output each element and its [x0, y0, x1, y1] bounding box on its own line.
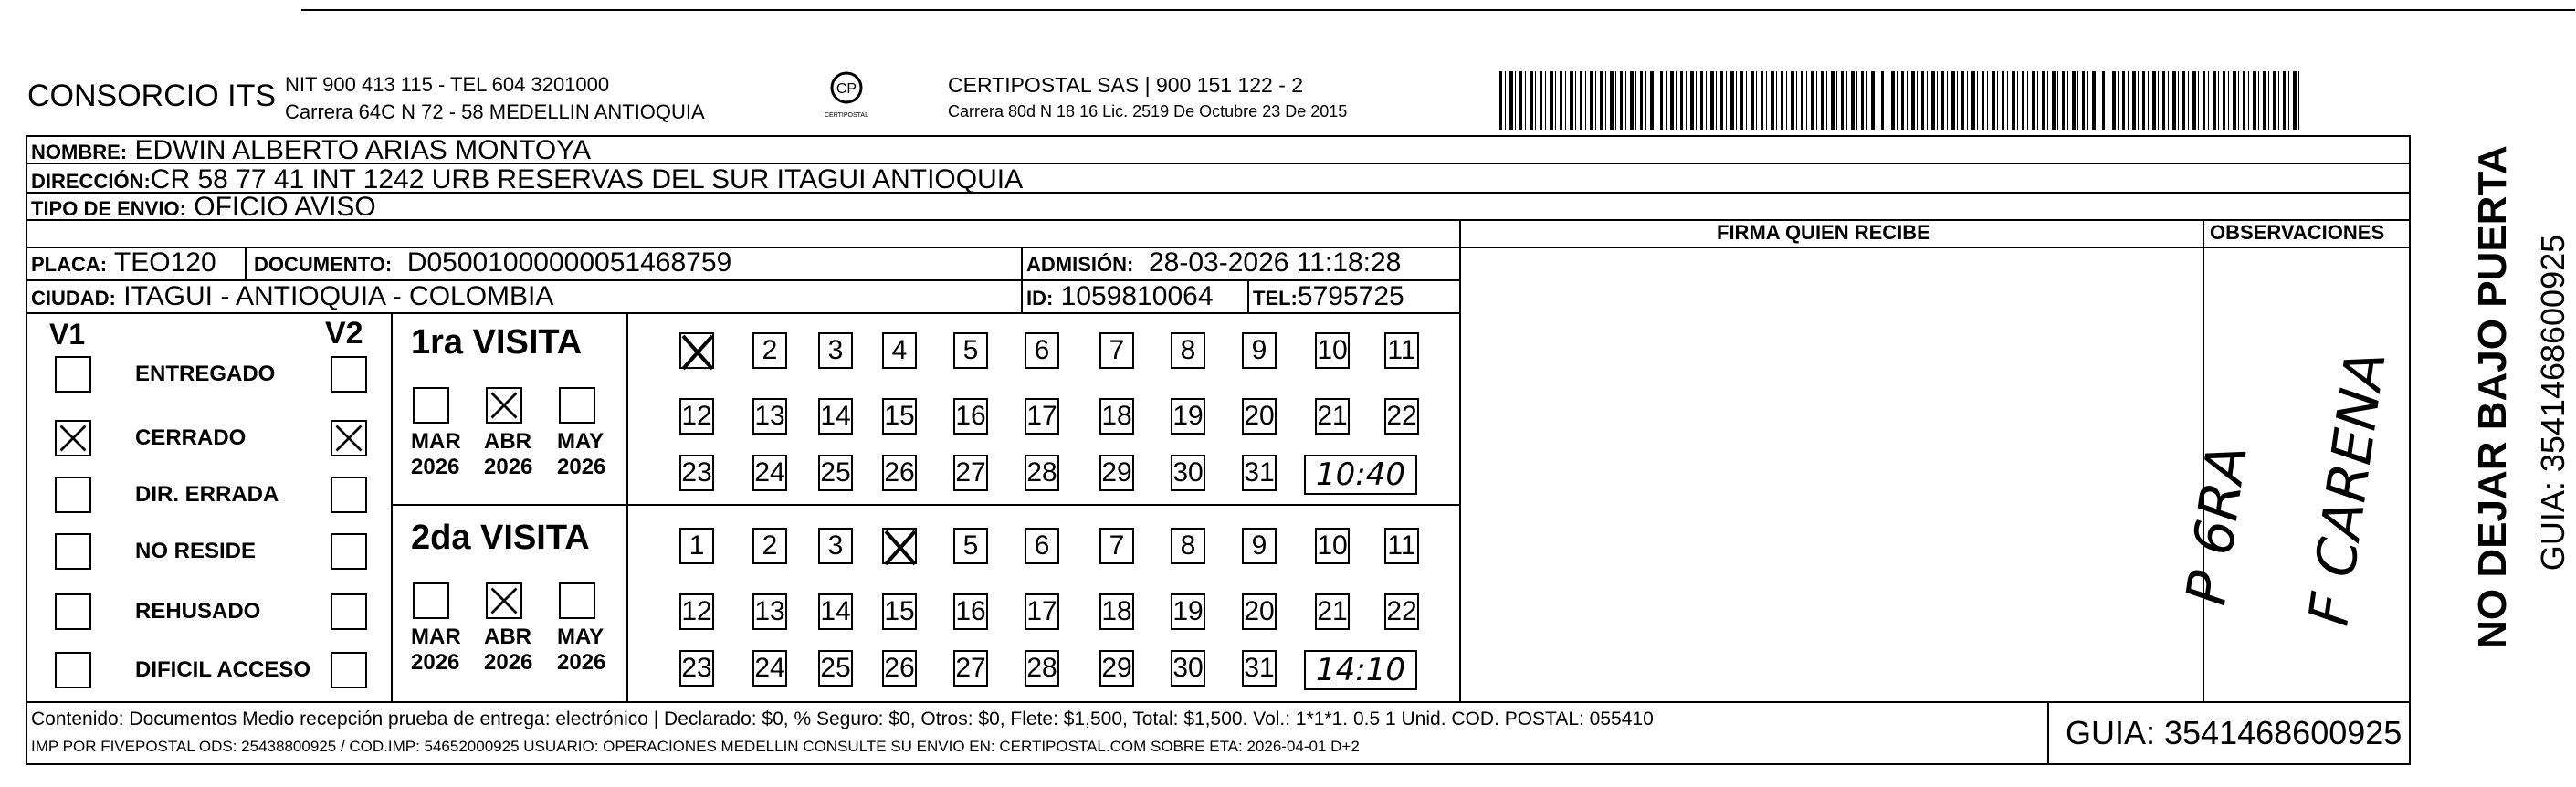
- carrier-line2: Carrera 80d N 18 16 Lic. 2519 De Octubre 23 De 2015: [948, 102, 1348, 121]
- day-cell[interactable]: 16: [953, 593, 988, 630]
- day-cell[interactable]: 30: [1171, 455, 1205, 491]
- day-cell[interactable]: 24: [752, 650, 787, 687]
- company-name: CONSORCIO ITS: [27, 79, 277, 113]
- v1-checkbox[interactable]: [55, 356, 91, 393]
- table-bottom: [26, 763, 2411, 765]
- v2-checkbox[interactable]: [331, 420, 367, 456]
- day-cell[interactable]: 17: [1025, 398, 1059, 435]
- month-label: MAR: [411, 429, 461, 454]
- visit-title: 2da VISITA: [411, 519, 590, 557]
- v2-checkbox[interactable]: [331, 652, 367, 688]
- year-label: 2026: [411, 455, 460, 479]
- top-edge: [301, 9, 2575, 11]
- placa-divider: [245, 247, 247, 279]
- day-cell[interactable]: 20: [1242, 593, 1277, 630]
- day-cell[interactable]: 31: [1242, 650, 1277, 687]
- footer-guia: GUIA: 3541468600925: [2066, 714, 2403, 751]
- table-right: [2409, 135, 2411, 765]
- month-checkbox[interactable]: [486, 387, 522, 424]
- footer-contenido: Contenido: Documentos Medio recepción prueba de entrega: electrónico | Declarado: $0, % Seguro: $0, Otros: $0, Flete: $1,500, Total: $1,500. Vol.: 1*1*1. 0.5 1 Unid. COD. POSTAL: 055410: [31, 708, 1654, 729]
- day-cell[interactable]: 2: [752, 528, 787, 564]
- visit-time: 10:40: [1304, 455, 1417, 495]
- day-cell[interactable]: 14: [818, 593, 853, 630]
- day-cell[interactable]: 20: [1242, 398, 1277, 435]
- ciudad-field: CIUDAD: ITAGUI - ANTIOQUIA - COLOMBIA: [31, 281, 554, 311]
- year-label: 2026: [484, 455, 533, 479]
- day-cell[interactable]: 18: [1099, 593, 1134, 630]
- day-cell[interactable]: 12: [679, 398, 714, 435]
- day-cell[interactable]: 23: [679, 455, 714, 491]
- month-checkbox[interactable]: [559, 387, 595, 424]
- carrier-logo: [820, 68, 873, 122]
- carrier-name: CERTIPOSTAL SAS | 900 151 122 - 2: [948, 73, 1304, 97]
- day-cell[interactable]: 14: [818, 398, 853, 435]
- day-cell[interactable]: 23: [679, 650, 714, 687]
- direccion-field: DIRECCIÓN:CR 58 77 41 INT 1242 URB RESERVAS DEL SUR ITAGUI ANTIOQUIA: [31, 164, 1024, 194]
- tel-divider: [1247, 279, 1249, 312]
- day-cell[interactable]: 29: [1099, 455, 1134, 491]
- status-option-label: DIR. ERRADA: [135, 482, 279, 507]
- tipo-field: TIPO DE ENVIO: OFICIO AVISO: [31, 192, 376, 222]
- day-cell[interactable]: 10: [1315, 528, 1350, 564]
- day-cell[interactable]: 25: [818, 455, 853, 491]
- documento-field: DOCUMENTO: D05001000000051468759: [254, 247, 732, 278]
- status-divider: [391, 312, 393, 701]
- day-cell[interactable]: 18: [1099, 398, 1134, 435]
- day-cell[interactable]: 2: [752, 332, 787, 369]
- day-cell[interactable]: 28: [1025, 455, 1059, 491]
- day-cell[interactable]: 13: [752, 398, 787, 435]
- barcode: [1499, 71, 2303, 130]
- day-cell[interactable]: 7: [1099, 528, 1134, 564]
- month-label: ABR: [484, 624, 531, 649]
- month-checkbox[interactable]: [486, 582, 522, 619]
- day-cell[interactable]: 31: [1242, 455, 1277, 491]
- day-cell[interactable]: 21: [1315, 593, 1350, 630]
- day-cell[interactable]: 3: [818, 332, 853, 369]
- v2-label: V2: [325, 316, 363, 351]
- month-label: MAY: [557, 429, 605, 454]
- month-checkbox[interactable]: [559, 582, 595, 619]
- visit-split: [391, 504, 1459, 506]
- day-cell[interactable]: 1: [679, 528, 714, 564]
- admision-field: ADMISIÓN: 28-03-2026 11:18:28: [1026, 247, 1402, 278]
- day-cell[interactable]: 4: [882, 332, 917, 369]
- day-cell[interactable]: 10: [1315, 332, 1350, 369]
- status-option-label: CERRADO: [135, 425, 247, 450]
- v1-checkbox[interactable]: [55, 533, 91, 570]
- day-cell[interactable]: 22: [1384, 398, 1419, 435]
- day-cell[interactable]: 27: [953, 650, 988, 687]
- day-cell[interactable]: 29: [1099, 650, 1134, 687]
- logo-text: CERTIPOSTAL: [825, 112, 868, 119]
- day-cell[interactable]: 24: [752, 455, 787, 491]
- v2-checkbox[interactable]: [331, 477, 367, 513]
- day-cell[interactable]: 6: [1025, 332, 1059, 369]
- day-cell[interactable]: 21: [1315, 398, 1350, 435]
- company-line1: NIT 900 413 115 - TEL 604 3201000: [285, 73, 610, 96]
- day-cell[interactable]: 9: [1242, 332, 1277, 369]
- v2-checkbox[interactable]: [331, 593, 367, 630]
- status-option-label: REHUSADO: [135, 599, 261, 624]
- footer-guia-divider: [2047, 701, 2049, 763]
- day-cell[interactable]: 16: [953, 398, 988, 435]
- day-cell[interactable]: 26: [882, 650, 917, 687]
- v1-checkbox[interactable]: [55, 593, 91, 630]
- line-grid-top: [26, 312, 1459, 314]
- status-option-label: DIFICIL ACCESO: [135, 657, 311, 682]
- day-cell[interactable]: 5: [953, 528, 988, 564]
- month-label: MAY: [557, 624, 605, 649]
- day-cell[interactable]: 27: [953, 455, 988, 491]
- v1-checkbox[interactable]: [55, 420, 91, 456]
- visit-time: 14:10: [1304, 650, 1417, 690]
- observation-note-2: F CARENA: [2297, 347, 2399, 630]
- day-cell[interactable]: 15: [882, 593, 917, 630]
- day-cell[interactable]: 7: [1099, 332, 1134, 369]
- year-label: 2026: [557, 455, 606, 479]
- admision-divider: [1021, 247, 1023, 312]
- v1-label: V1: [49, 318, 86, 351]
- footer-imp: IMP POR FIVEPOSTAL ODS: 25438800925 / COD.IMP: 54652000925 USUARIO: OPERACIONES MEDELLIN CONSULTE SU ENVIO EN: CERTIPOSTAL.COM SOBRE ETA: 2026-04-01 D+2: [31, 738, 1360, 755]
- day-cell[interactable]: 5: [953, 332, 988, 369]
- month-checkbox[interactable]: [413, 582, 449, 619]
- line-tipo: [26, 219, 2411, 221]
- day-cell[interactable]: 11: [1384, 528, 1419, 564]
- observaciones-header: OBSERVACIONES: [2210, 221, 2385, 244]
- side-guia: GUIA: 3541468600925: [2534, 234, 2571, 572]
- status-option-label: ENTREGADO: [135, 362, 276, 386]
- day-cell[interactable]: 12: [679, 593, 714, 630]
- day-cell[interactable]: 15: [882, 398, 917, 435]
- company-line2: Carrera 64C N 72 - 58 MEDELLIN ANTIOQUIA: [285, 100, 705, 123]
- day-cell[interactable]: 8: [1171, 528, 1205, 564]
- status-option-label: NO RESIDE: [135, 539, 257, 563]
- day-cell[interactable]: 9: [1242, 528, 1277, 564]
- day-cell[interactable]: 22: [1384, 593, 1419, 630]
- day-cell[interactable]: 13: [752, 593, 787, 630]
- year-label: 2026: [411, 650, 460, 675]
- day-cell[interactable]: 6: [1025, 528, 1059, 564]
- firma-divider: [1459, 219, 1461, 701]
- v1-checkbox[interactable]: [55, 652, 91, 688]
- placa-field: PLACA: TEO120: [31, 247, 216, 278]
- table-left: [26, 135, 27, 765]
- day-cell[interactable]: 19: [1171, 398, 1205, 435]
- no-dejar-warning: NO DEJAR BAJO PUERTA: [2470, 145, 2515, 649]
- v2-checkbox[interactable]: [331, 356, 367, 393]
- tel-field: TEL:5795725: [1253, 281, 1404, 311]
- visit-title: 1ra VISITA: [411, 323, 583, 362]
- day-cell[interactable]: [882, 528, 917, 564]
- observation-note-1: P 6RA: [2174, 440, 2261, 610]
- firma-header: FIRMA QUIEN RECIBE: [1717, 221, 1930, 244]
- id-field: ID: 1059810064: [1026, 281, 1214, 311]
- nombre-field: NOMBRE: EDWIN ALBERTO ARIAS MONTOYA: [31, 135, 592, 165]
- visit-divider: [626, 312, 628, 701]
- day-cell[interactable]: 8: [1171, 332, 1205, 369]
- day-cell[interactable]: 11: [1384, 332, 1419, 369]
- day-cell[interactable]: 17: [1025, 593, 1059, 630]
- svg-text:CP: CP: [836, 81, 857, 97]
- day-cell[interactable]: 25: [818, 650, 853, 687]
- day-cell[interactable]: 3: [818, 528, 853, 564]
- v2-checkbox[interactable]: [331, 533, 367, 570]
- day-cell[interactable]: [679, 332, 714, 369]
- year-label: 2026: [557, 650, 606, 675]
- month-label: ABR: [484, 429, 531, 454]
- v1-checkbox[interactable]: [55, 477, 91, 513]
- day-cell[interactable]: 30: [1171, 650, 1205, 687]
- month-checkbox[interactable]: [413, 387, 449, 424]
- month-label: MAR: [411, 624, 461, 649]
- day-cell[interactable]: 19: [1171, 593, 1205, 630]
- year-label: 2026: [484, 650, 533, 675]
- day-cell[interactable]: 26: [882, 455, 917, 491]
- line-footer-top: [26, 701, 2411, 703]
- day-cell[interactable]: 28: [1025, 650, 1059, 687]
